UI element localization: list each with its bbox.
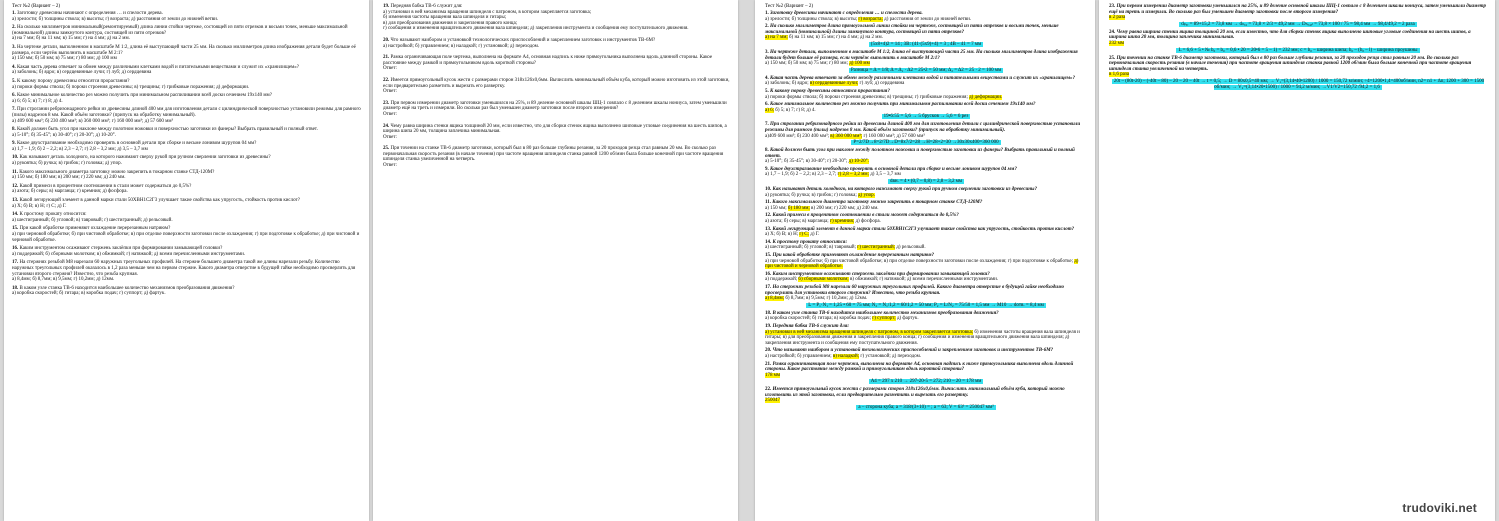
question-item <box>765 24 1087 48</box>
answer-key-list <box>765 11 1087 411</box>
question-item <box>383 55 730 72</box>
solution-calc-text: P=2/7D→8=2/7D→D=8х7/2=28 →Н=28+2=30 →30х30х400=360 000 <box>853 140 999 146</box>
correct-answer-highlight: д) деформации. <box>969 94 1003 100</box>
correct-answer-highlight: 178 мм <box>765 372 781 378</box>
correct-answer-highlight: г) кремния; <box>829 219 855 225</box>
question-number: 21. <box>383 55 390 61</box>
question-text: Какое минимальное количество рез можно получить при минимальном распиливании всей доски сечением 19х140 мм? <box>770 102 1036 108</box>
question-item <box>12 170 361 181</box>
correct-answer-highlight: г) шестигранный; <box>857 245 896 251</box>
correct-answer-highlight: а) установки в ней механизма вращения шпинделя с патроном, в котором закрепляется заготовка; <box>765 329 974 335</box>
question-text: Что называют наибором и установкой технологических приспособлений и закреплением заготовок и инструментов ТВ-6М? <box>390 37 656 43</box>
question-text: Какая часть дерева отвечает за обмен между различными клетками водой и питательными веществами и служит их «хранилищем»? <box>770 75 1076 81</box>
question-item <box>765 200 1087 211</box>
correct-answer-highlight: 250047 <box>765 398 780 404</box>
answer-options: Ответ: <box>383 66 397 72</box>
question-number: 17. <box>12 260 19 266</box>
question-number: 20. <box>765 348 772 354</box>
question-text: Как называют деталь холодного, на которого нажимают сверху рукой при ручном сверлении заготовки из древесины? <box>19 155 271 161</box>
answer-prefix: а) зрелости; б) толщины ствола; в) высоты; <box>765 16 859 22</box>
question-item <box>765 11 1087 22</box>
question-item <box>765 253 1087 270</box>
question-number: 2. <box>765 24 769 30</box>
question-number: 22. <box>765 387 772 393</box>
question-text: Какое минимальное количество рез можно получить при минимальном распиливании всей доски сечением 19х140 мм? <box>17 93 272 99</box>
question-text: При точении на станке ТВ-6 диаметр заготовки, который был в 80 раз больше глубины резания, за 20 проходов резца стал равным 20 мм. Во сколько раз первоначальная скорость резания (в начале точения) при частоте вращения шпинделя станка равной 1200 об/мин была больше конечной при частоте вращения шпинделя станка увеличенной на четверть. <box>1109 55 1472 72</box>
answer-prefix: а) азота; б) серы; в) марганца; <box>765 219 830 225</box>
question-text: Какого максимального диаметра заготовку можно закрепить в токарном станке СТД-120М? <box>772 200 983 206</box>
question-number: 3. <box>765 49 769 55</box>
question-text: Каким инструментом осаживают стержень заклёпки при формировании замыкающей головки? <box>19 246 223 252</box>
question-item <box>765 272 1087 283</box>
solution-calc-text: а – сторона куба; а = 318/(3+10) = ; a = 63; V = 63³ = 250047 мм³ <box>858 405 994 411</box>
question-number: 13. <box>12 198 19 204</box>
question-number: 9. <box>12 141 16 147</box>
answer-options <box>765 296 1087 302</box>
correct-answer-highlight: а) 6; <box>765 107 775 113</box>
answer-options: а) на 7 мм; б) на 11 мм; в) 15 мм; г) на 4 мм; д) на 2 мм. <box>12 36 130 42</box>
question-number: 5. <box>765 88 769 94</box>
answer-prefix: а)409 600 мм³; б) 230 400 мм³; <box>765 133 831 139</box>
answer-options <box>765 232 1087 238</box>
question-item <box>765 102 1087 120</box>
answer-suffix: г) 160 000 мм³; д) 57 600 мм³ <box>862 133 925 139</box>
answer-options: а) азота; б) серы; в) марганца; г) кремния; д) фосфора. <box>12 189 128 195</box>
correct-answer-highlight: г) С; <box>799 232 810 238</box>
question-text: Как называют деталь холодного, на которого нажимают сверху рукой при ручном сверлении заготовки из древесины? <box>772 187 1037 193</box>
question-item <box>765 213 1087 224</box>
correct-answer-highlight: в 1,6 раза <box>1109 72 1130 78</box>
question-item <box>383 101 730 118</box>
question-item <box>12 65 361 76</box>
solution-calc <box>765 303 1087 309</box>
question-number: 11. <box>12 169 18 175</box>
answer-options: а) заболонь; б) ядро; в) сердцевинные лучи; г) луб; д) сердцевина <box>12 70 152 76</box>
answer-options: а) зрелости; б) толщины ствола; в) высоты; г) возраста; д) расстояния от земли до нижней ветви. <box>12 16 219 22</box>
question-number: 18. <box>765 310 772 316</box>
question-item <box>765 227 1087 238</box>
correct-answer-highlight: д) при чистовой и черновой обработке. <box>765 258 1079 270</box>
solution-calc-text: Разница = Δ = 1/8; Δ = Δ₁ · Δ2 = 25•2 = 50 мм; Δ₂ = Δ2 = 25 · 2 = 100 мм <box>850 67 1002 73</box>
question-number: 24. <box>383 123 390 129</box>
question-text: К какому пороку древесины относятся прорастания? <box>17 78 130 84</box>
answer-prefix: а) 150 мм; б) 50 мм; в) 75 мм; г) 80 мм; <box>765 61 850 67</box>
answer-options <box>765 259 1087 270</box>
question-item <box>765 50 1087 74</box>
question-item <box>12 226 361 243</box>
question-item <box>383 124 730 141</box>
solution-calc-text: 20t – (80t-20) – (-40t – 80) – 20 – 20 – 40t → t = 0,5; → D = 80х0,5=40 мм; → V₁=(3,14•40•1200) / 1000 = 150,72 м/мин; ÷4=1200•1,4=400об/мин, n2= n1 + Δn; 1200 + 300 = 1500 об/мин; → V₂=(3,14•20•1500) / 1000 = 94,2 м/мин; →V1/V2=150,72 /94,2 = 1,6 <box>1113 78 1485 90</box>
question-text: В каком узле станка ТВ-6 находится наибольшее количество механизмов преобразования движения? <box>772 310 999 316</box>
answer-options <box>765 61 1087 67</box>
answer-prefix: а) 5-10°; б) 35-45°; в) 30-40°; г) 20-30°; <box>765 159 849 165</box>
question-number: 1. <box>12 11 16 16</box>
answer-prefix: а) 1,7 – 1,9; б) 2 – 2,2; в) 2,3 – 2,7; <box>765 172 838 178</box>
answer-options <box>765 172 1087 178</box>
solution-calc <box>765 179 1087 185</box>
question-item <box>1109 56 1487 91</box>
question-item <box>12 141 361 152</box>
question-text: Рамка ограничивающая поле чертежа, выполнена на формате А4, основная надпись к ниже прямоугольника выполнена вдоль длинной стороны. Какое расстояние между рамкой и прямоугольником вдоль короткой стороны? <box>765 361 1074 373</box>
answer-prefix: а) Х; б) В; в) Н; <box>765 232 800 238</box>
question-text: Передняя бабка ТВ-6 служит для: <box>772 323 850 329</box>
answer-options: а) 1,7 – 1,9; б) 2 – 2,2; в) 2,3 – 2,7; г) 2,8 – 3,2 мм; д) 3,5 – 3,7 мм <box>12 146 148 152</box>
question-item <box>12 107 361 124</box>
question-number: 6. <box>765 102 769 108</box>
answer-options <box>765 398 1087 404</box>
question-item <box>12 184 361 195</box>
solution-calc <box>1109 22 1487 28</box>
question-text: При первом измерении диаметр заготовки уменьшился на 25%, и 89 деление основной шкалы ШЦ-1 совпало с 8 делением шкалы нониуса, затем уменьшили диаметр ещё на треть и измерили. Во сколько раз был уменьшен диаметр заготовки после второго измерения? <box>383 100 727 112</box>
answer-options: а) рукоятка; б) ручка; в) грибок; г) головка; д) упор. <box>12 161 122 167</box>
answer-suffix: в) 200 мм; г) 220 мм; д) 240 мм. <box>809 205 879 211</box>
answer-options <box>765 277 1087 283</box>
question-text: На сколько миллиметров длина прямоугольной линии стойки на чертеже, состоящей из пяти отрезков и восьми точек, меньше максимальной (номинальной) длины замкнутого контура, состоящей из пяти отрезков? <box>765 24 1059 35</box>
question-text: Какого максимального диаметра заготовку можно закрепить в токарном станке СТД-120М? <box>19 169 215 175</box>
answer-options <box>765 373 1087 379</box>
question-number: 23. <box>1109 4 1116 9</box>
question-item <box>1109 30 1487 54</box>
question-item <box>765 148 1087 165</box>
solution-calc <box>1109 79 1487 91</box>
answer-suffix: б) 5; в) 7; г) 8; д) 4. <box>774 107 816 113</box>
answer-options <box>765 17 1087 23</box>
document-page-3 <box>755 0 1095 521</box>
question-text: Чему равна ширина стенки ящика толщиной 20 мм, если известно, что для сборки стенок ящика выполнено шиповые угловые соединения на шесть шипов, а ширина шипа 20 мм, толщина заплечика минимальная. <box>383 123 727 135</box>
answer-suffix: б) изменения частоты вращения вала шпинделя и гитары; в) для преобразования движения и закрепления правого конца; г) сообщения и изменения вращательного движения вала шпинделя; д) закрепления инструмента и сообщения ему поступательного движения. <box>765 329 1080 346</box>
correct-answer-highlight: а) на 7 мм; <box>765 35 788 41</box>
answer-options <box>765 81 1087 87</box>
question-text: Какое двухстрагивание необходимо проверять в основной детали при сборке и весьме лонивом шурупов 04 мм? <box>17 141 257 147</box>
question-item <box>765 311 1087 322</box>
correct-answer-highlight: в 2 раза <box>1109 15 1126 21</box>
site-watermark: trudoviki.net <box>1402 501 1477 515</box>
answer-options: а) Х; б) В; в) Н; г) С; д) Г. <box>12 203 67 209</box>
answer-options: а) пороки формы ствола; б) пороки строения древесины; в) трещины; г) грибковые поражения; д) деформации. <box>12 84 250 90</box>
question-item <box>765 324 1087 346</box>
question-list <box>12 11 361 297</box>
question-item <box>12 11 361 22</box>
correct-answer-highlight: д) упор. <box>857 192 875 198</box>
answer-options <box>1109 15 1487 21</box>
document-page-1 <box>4 0 369 521</box>
question-item <box>765 122 1087 146</box>
question-text: К какому пороку древесины относятся прорастания? <box>770 88 890 94</box>
answer-suffix: д) рельсовый. <box>895 245 926 251</box>
question-item <box>383 4 730 32</box>
solution-calc-text: (5х8+4)2 = 14 ; 3В: (41·(5х9)+4) = 3 ; 4В – 41 = 7 мм <box>870 41 982 47</box>
correct-answer-highlight: 232 мм <box>1109 40 1125 46</box>
question-number: 24. <box>1109 29 1116 35</box>
question-text: При точении на станке ТВ-6 диаметр заготовки, который был в 80 раз больше глубины резания, за 20 проходов резца стал равным 20 мм. Во сколько раз первоначальная скорость резания (в начале точения) при частоте вращения шпинделя станка равной 1200 об/мин была больше конечной при частоте вращения шпинделя станка увеличенной на четверть. <box>383 146 724 163</box>
answer-options: а) установки в ней механизма вращения шпинделя с патроном, в котором закрепляется заготовка; б) изменения частоты вращения вала шпинделя и гитары; в) для преобразования движения и закрепления правого конца; г) сообщения и изменения вращательного движения вала шпинделя; д) закрепления инструмента и сообщения ему поступательного движения. <box>383 9 689 32</box>
answer-suffix: в) обжимкой; г) натяжкой; д) всеми перечисленными инструментами. <box>848 277 999 283</box>
correct-answer-highlight: а) 8,4мм; <box>765 296 785 302</box>
question-text: Каким инструментом осаживают стержень заклёпки при формировании замыкающей головки? <box>772 271 990 277</box>
question-text: Какой примеси в процентном соотношении в стали может содержаться до 0,5%? <box>19 183 192 189</box>
question-item <box>1109 4 1487 28</box>
answer-suffix: г) установкой; д) переходом. <box>859 353 922 359</box>
answer-suffix: д) фосфора. <box>854 219 881 225</box>
question-number: 12. <box>765 213 772 219</box>
question-number: 19. <box>383 4 390 9</box>
question-number: 7. <box>765 122 769 128</box>
question-item <box>12 127 361 138</box>
answer-options <box>765 35 1087 41</box>
question-number: 22. <box>383 77 390 83</box>
solution-calc-text: dвн. = 4 • (0,7 – 0,8) = 2,8 – 3,2 мм <box>889 179 963 185</box>
question-item <box>12 198 361 209</box>
question-number: 25. <box>383 146 390 152</box>
correct-answer-highlight: г) 2,8 – 3,2 мм; <box>837 172 869 178</box>
question-item <box>12 45 361 62</box>
question-item <box>765 387 1087 411</box>
question-text: Имеется прямоугольный кусок жести с размерами сторон 318х126х0,6мм. Вычислить минимальный объём куба, который можно изготовить из этой заготовки, если предварительно разметить и вырезать его развертку. <box>765 387 1065 398</box>
question-list <box>383 4 730 169</box>
solution-calc <box>765 405 1087 411</box>
question-text: Что называют наибором и установкой технологических приспособлений и закреплением заготовок и инструментов ТВ-6М? <box>772 348 1054 354</box>
answer-options: Ответ: <box>383 163 397 169</box>
question-item <box>12 212 361 223</box>
question-text: К простому прокату относится: <box>772 239 848 245</box>
question-item <box>765 187 1087 198</box>
answer-options: а) 5-10°; б) 35-45°; в) 30-40°; г) 20-30°; д) 10-20°. <box>12 132 116 138</box>
answer-prefix: а) при черновой обработке; б) при чистовой обработке; в) при отделке поверхности заготовки после охлаждения; г) при подготовке к обработке; <box>765 258 1075 264</box>
answer-suffix: б) на 11 мм; в) 15 мм; г) на 4 мм; д) на 2 мм. <box>787 35 883 41</box>
document-page-2 <box>373 0 738 521</box>
answer-options <box>765 193 1087 199</box>
test-title: Тест №2 (Вариант – 2) <box>12 4 61 9</box>
answer-prefix: а) коробка скоростей; б) гитара; в) коробка подач; <box>765 316 873 322</box>
answer-prefix: а) пороки формы ствола; б) пороки строения древесины; в) трещины; г) грибковые поражения; <box>765 94 970 100</box>
correct-answer-highlight: д) 10-20°. <box>848 159 869 165</box>
answer-options <box>765 108 1087 114</box>
answer-options: а) 150 мм; б) 50 мм; в) 75 мм; г) 80 мм; д) 100 мм <box>12 56 117 62</box>
question-number: 4. <box>765 75 769 81</box>
question-text: При строгании ребризонадрного рейки из древесины длиной 400 мм для изготовления детали с цилиндрической поверхностью установили режимы для рамного (пилы) надрезов 8 мм. Какой объём заготовки? (припуск на обработку минимальный). <box>765 122 1081 133</box>
question-text: Какое двухстрагивание необходимо проверять в основной детали при сборке и весьме лонивом шурупов 04 мм? <box>770 166 1017 172</box>
answer-suffix: д) Г. <box>809 232 820 238</box>
question-number: 19. <box>765 323 772 329</box>
answer-prefix: а) заболонь; б) ядро; <box>765 81 810 87</box>
question-item <box>383 78 730 95</box>
answer-options: а) настройкой; б) управлением; в) наладкой; г) установкой; д) переходом. <box>383 43 540 49</box>
question-text: Имеется прямоугольный кусок жести с размерами сторон 318х126х0,6мм. Вычислить минимальный объём куба, который можно изготовить из этой заготовки, если предварительно разметить и вырезать его развертку. <box>383 77 730 89</box>
question-text: Какая часть дерева отвечает за обмен между различными клетками водой и питательными веществами и служит их «хранилищем»? <box>17 64 299 70</box>
question-number: 13. <box>765 226 772 232</box>
question-number: 1. <box>765 11 769 16</box>
answer-options <box>1109 41 1487 47</box>
answer-options <box>765 219 1087 225</box>
question-text: При какой обработке применяют охлаждение перерезанным натриюм? <box>772 253 935 258</box>
document-page-4 <box>1099 0 1495 521</box>
answer-options: а) 6; б) 5; в) 7; г) 8; д) 4. <box>12 98 63 104</box>
question-item <box>12 93 361 104</box>
solution-calc-text: 19•6:55 = 5,6 → 5 брусков → 5,6 = 6 рез <box>883 114 969 120</box>
question-number: 10. <box>12 155 19 161</box>
answer-options: а) поддержкой; б) сборными молотком; в) обжимкой; г) натяжкой; д) всеми перечисленными инструментами. <box>12 251 246 257</box>
question-number: 14. <box>12 212 19 218</box>
question-text: Какой должен быть угол при наклоне между полотном ножовки и поверхностью заготовки из фанеры? Выбрать правильный и полный ответ. <box>17 127 318 133</box>
question-item <box>12 260 361 282</box>
question-text: Какой легирующий элемент в данной марки стали 50ХВН1С2Г3 улучшает такие свойства как упругость, стойкость против кислот? <box>772 226 1075 232</box>
answer-prefix: а) поддержкой; <box>765 277 799 283</box>
answer-suffix: д) расстояния от земли до нижней ветви. <box>882 16 972 22</box>
question-text: На чертеже детали, выполненном в масштабе М 1:2, длина её выступающей части 25 мм. На сколько миллиметров длина изображения детали будет больше её размера, если чертёж выполнить в масштабе М 2:1? <box>765 49 1078 61</box>
question-text: В каком узле станка ТВ-6 находится наибольшее количество механизмов преобразования движения? <box>19 285 235 291</box>
question-item <box>765 167 1087 185</box>
question-text: При первом измерении диаметр заготовки уменьшился на 25%, и 89 деление основной шкалы ШЦ-1 совпало с 8 делением шкалы нониуса, затем уменьшили диаметр ещё на треть и измерили. Во сколько раз был уменьшен диаметр заготовки после второго измерения? <box>1109 4 1487 15</box>
question-text: Заготовку древесины начинают с определения … и спелости дерева. <box>17 11 163 16</box>
question-number: 16. <box>765 271 772 277</box>
question-number: 20. <box>383 37 390 43</box>
question-item <box>383 146 730 168</box>
question-number: 21. <box>765 361 772 367</box>
question-text: На чертеже детали, выполненном в масштабе М 1:2, длина её выступающей части 25 мм. На сколько миллиметров длина изображения детали будет больше её размера, если чертёж выполнить в масштабе М 2:1? <box>12 44 356 56</box>
question-item <box>12 25 361 42</box>
correct-answer-highlight: г) суппорт; <box>872 316 896 322</box>
solution-calc <box>765 68 1087 74</box>
question-number: 12. <box>12 183 19 189</box>
solution-calc-text: dₚₐᵣ = 89+15,2 = 73,8 мм → dₙₐ₂ = 73,8 × 2/3 = 49,2 мм → Dₙₐ₄ₐₗ = 73,8 × 100 / 75 = 98,4 мм → 98,4/49,2 = 2 раза <box>1181 21 1415 27</box>
correct-answer-highlight: г) возраста; <box>858 16 883 22</box>
question-number: 17. <box>765 284 772 290</box>
question-number: 8. <box>765 148 769 154</box>
question-number: 5. <box>12 78 16 84</box>
question-item <box>765 348 1087 359</box>
question-number: 9. <box>765 166 769 172</box>
answer-prefix: а) рукоятка; б) ручка; в) грибок; г) головка; <box>765 192 858 198</box>
answer-options <box>765 330 1087 347</box>
answer-options: Ответ: <box>383 111 397 117</box>
question-text: При какой обработке применяют охлаждение перерезанным натриюм? <box>19 226 171 232</box>
answer-options: Ответ: <box>383 134 397 140</box>
answer-options: а) 409 600 мм³; б) 230 400 мм³; в) 360 000 мм³; г) 160 000 мм³; д) 57 600 мм³ <box>12 118 173 124</box>
correct-answer-highlight: в) 360 000 мм³; <box>830 133 863 139</box>
question-item <box>765 89 1087 100</box>
question-item <box>765 285 1087 309</box>
question-text: Рамка ограничивающая поле чертежа, выполнена на формате А4, основная надпись к ниже прямоугольника выполнена вдоль длинной стороны. Какое расстояние между рамкой и прямоугольником вдоль короткой стороны? <box>383 55 713 66</box>
question-text: Чему равна ширина стенки ящика толщиной 20 мм, если известно, что для сборки стенок ящика выполнено шиповые угловые соединения на шесть шипов, а ширина шипа 20 мм, толщина заплечика минимальная. <box>1109 29 1471 41</box>
question-number: 2. <box>12 25 16 31</box>
correct-answer-highlight: б) сборными молотком; <box>798 277 849 283</box>
answer-suffix: б) 8,7мм; в) 9,5мм; г) 10,2мм; д) 12мм. <box>784 296 868 302</box>
answer-options: а) 8,4мм; б) 8,7мм; в) 9,5мм; г) 10,2мм; д) 12мм. <box>12 277 115 283</box>
answer-prefix: а) шестигранный; б) угловой; в) тавровый; <box>765 245 858 251</box>
question-text: Заготовку древесины начинают с определения … и спелости дерева. <box>770 11 923 16</box>
question-number: 16. <box>12 246 19 252</box>
question-text: Какой легирующий элемент в данной марки стали 50ХВН1С2Г3 улучшает такие свойства как упругость, стойкость против кислот? <box>19 198 300 204</box>
question-text: Какой примеси в процентном соотношении в стали может содержаться до 0,5%? <box>772 213 959 219</box>
answer-options <box>1109 72 1487 78</box>
solution-calc <box>765 42 1087 48</box>
solution-calc-text: L = 6,6 + 5 • № b₀ = b₀ = 0,6 • 20 = 20•6 = 5 – 1) = 232 мм; с = b₀ – ширина шипа; b₀ – (b₀ – l) – ширина проушины <box>1178 47 1418 53</box>
answer-prefix: а) 150 мм; <box>765 205 788 211</box>
question-item <box>765 240 1087 251</box>
answer-options: а) при черновой обработке; б) при чистовой обработке; в) при отделке поверхности заготовки после охлаждения; г) при подготовке к обработке; д) при чистовой и черновой обработке. <box>12 232 360 243</box>
question-number: 6. <box>12 93 16 99</box>
answer-options: а) коробка скоростей; б) гитара; в) коробка подач; г) суппорт; д) фартук. <box>12 291 166 297</box>
question-text: К простому прокату относится: <box>19 212 87 218</box>
answer-suffix: г) луб; д) сердцевина <box>858 81 905 87</box>
question-number: 23. <box>383 100 390 106</box>
question-number: 3. <box>12 44 16 50</box>
question-text: На сколько миллиметров минимальный(ремонтируемый) длина линии стойки чертеже, состоящей из пяти отрезков и восьми точек, меньше максимальной (номинальной) длины замкнутого контура, состоящей из пяти отрезков? <box>12 25 348 36</box>
answer-options: а) 150 мм; б) 180 мм; в) 200 мм; г) 220 мм; д) 240 мм. <box>12 175 126 181</box>
question-item <box>12 246 361 257</box>
solution-calc <box>765 379 1087 385</box>
question-number: 10. <box>765 187 772 193</box>
question-number: 14. <box>765 239 772 245</box>
question-item <box>12 286 361 297</box>
answer-suffix: д) 3,5 – 3,7 мм <box>868 172 901 178</box>
solution-calc <box>765 140 1087 146</box>
answer-options: а) шестигранный; б) угловой; в) тавровый; г) шестигранный; д) рельсовый. <box>12 217 173 223</box>
question-number: 11. <box>765 200 771 206</box>
question-text: При строгании ребризонадрного рейки из древесины длиной 400 мм для изготовления детали с цилиндрической поверхностью установили режимы для рамного (пилы) надрезов 8 мм. Какой объём заготовки? (припуск на обработку минимальный). <box>12 107 361 118</box>
answer-options <box>765 95 1087 101</box>
question-number: 15. <box>765 253 772 258</box>
correct-answer-highlight: в) сердцевинные лучи; <box>809 81 859 87</box>
question-text: Какой должен быть угол при наклоне между полотном ножовки и поверхностью заготовки из фанеры? Выбрать правильный и полный ответ. <box>765 148 1075 159</box>
answer-prefix: а) настройкой; б) управлением; <box>765 353 833 359</box>
question-item <box>765 76 1087 87</box>
answer-options <box>765 159 1087 165</box>
question-number: 4. <box>12 64 16 70</box>
question-text: На стержнях резьбой М8 нарезали 60 наружных треугольных профилей. На стержне большего диаметра такой же длины нарезали резьбу. Количество наружных треугольных профилей оказалось в 1,2 раза меньше чем на первом стержне. Какого диаметра отверстие в будущей гайке необходимо просверлить для установки второго стержня? Известно, что резьба крупная. <box>12 260 356 277</box>
correct-answer-highlight: д) 100 мм <box>849 61 870 67</box>
solution-calc-text: L = P₁·N₁ = 1,25 • 60 = 75 мм; N₂ = N₁/1,2 = 60/1,2 = 50 мм; P₂ = L/N₂ = 75/50 = 1,5 мм → M10 → dотв. = 8,4 мм <box>808 302 1044 308</box>
solution-calc <box>1109 48 1487 54</box>
question-text: На стержнях резьбой М8 нарезали 60 наружных треугольных профилей. Какого диаметра отверстие в будущей гайке необходимо просверлить для установки второго стержня? Известно, что резьба крупная. <box>765 284 1064 296</box>
test-title: Тест №2 (Вариант – 2) <box>765 4 814 9</box>
correct-answer-highlight: б) 180 мм; <box>787 205 810 211</box>
answer-key-list <box>1109 4 1487 91</box>
correct-answer-highlight: в) наладкой; <box>832 353 860 359</box>
solution-calc <box>765 114 1087 120</box>
question-text: Передняя бабка ТВ-6 служит для: <box>390 4 463 9</box>
solution-calc-text: А4 = 297 х 210 → 297-20-5 = 272; 210 – 20 = 178 мм <box>870 379 982 385</box>
answer-options <box>765 245 1087 251</box>
answer-options <box>765 354 1087 360</box>
question-item <box>12 79 361 90</box>
answer-suffix: д) фартук. <box>895 316 919 322</box>
question-number: 18. <box>12 285 19 291</box>
question-item <box>765 362 1087 386</box>
question-number: 15. <box>12 226 19 232</box>
answer-options: Ответ: <box>383 89 397 95</box>
question-number: 25. <box>1109 55 1116 61</box>
answer-options <box>765 316 1087 322</box>
answer-options <box>765 134 1087 140</box>
question-number: 8. <box>12 127 16 133</box>
answer-options <box>765 206 1087 212</box>
question-item <box>383 38 730 49</box>
question-item <box>12 155 361 166</box>
question-number: 7. <box>12 107 16 113</box>
